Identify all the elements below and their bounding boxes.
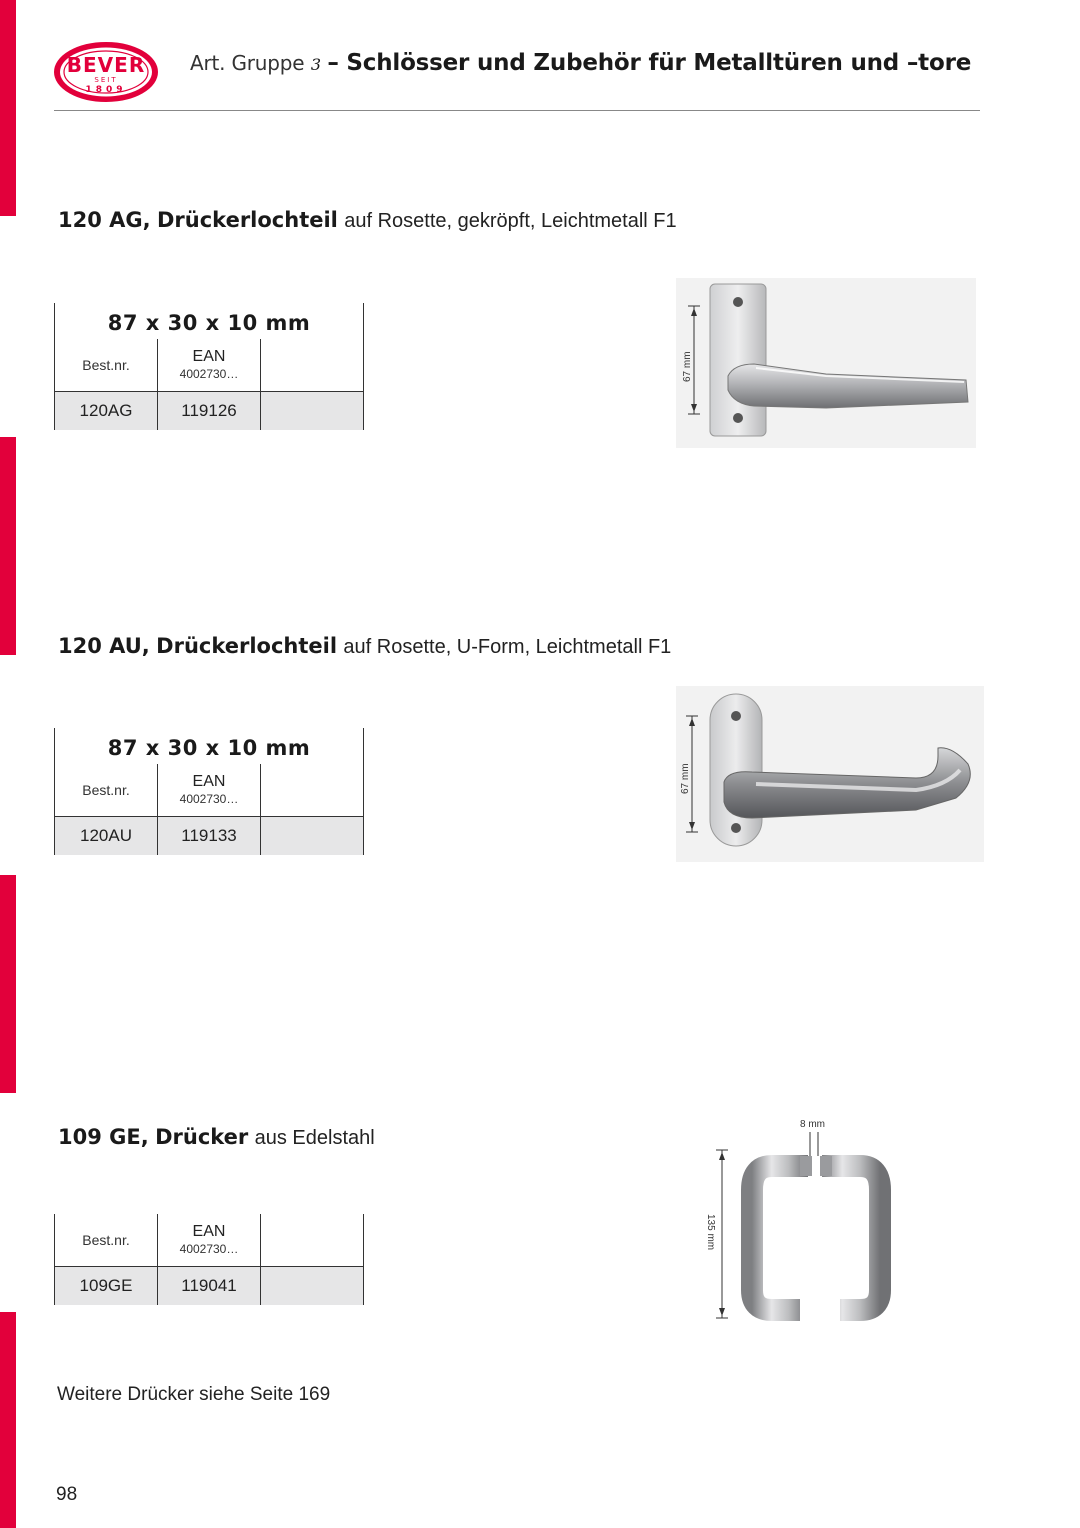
- col-ean-prefix: 4002730…: [179, 792, 239, 806]
- table-row: [54, 817, 364, 855]
- cell-empty: [260, 817, 364, 855]
- table-header: [54, 1214, 364, 1267]
- col-ean-prefix: 4002730…: [179, 1242, 239, 1256]
- header-title: – Schlösser und Zubehör für Metalltüren und –tore: [327, 50, 972, 76]
- col-empty: [260, 1214, 364, 1266]
- col-bestnr: Best.nr.: [54, 764, 157, 816]
- table-row: [54, 392, 364, 430]
- page-number: 98: [56, 1484, 78, 1505]
- col-ean: [157, 339, 260, 391]
- product-table: [54, 728, 364, 855]
- col-ean-label: EAN: [192, 773, 226, 790]
- cell-empty: [260, 392, 364, 430]
- cell-bestnr: 120AU: [54, 817, 157, 855]
- col-ean: [157, 764, 260, 816]
- table-header: [54, 764, 364, 817]
- product-title: [58, 1125, 375, 1150]
- product-desc: auf Rosette, U-Form, Leichtmetall F1: [343, 636, 672, 658]
- accent-bar-3: [0, 875, 16, 1093]
- product-desc: aus Edelstahl: [254, 1127, 375, 1149]
- product-name: Drückerlochteil: [156, 208, 338, 232]
- header-rule: [54, 110, 980, 111]
- product-title: [58, 208, 677, 233]
- cell-bestnr: 120AG: [54, 392, 157, 430]
- cell-ean: 119126: [157, 392, 260, 430]
- product-code: 120 AU,: [58, 634, 150, 658]
- cell-ean: 119041: [157, 1267, 260, 1305]
- product-desc: auf Rosette, gekröpft, Leichtmetall F1: [344, 210, 677, 232]
- table-header: [54, 339, 364, 392]
- door-handle-pair-icon: [700, 1110, 940, 1328]
- product-title: [58, 634, 671, 659]
- col-ean: [157, 1214, 260, 1266]
- col-bestnr: Best.nr.: [54, 339, 157, 391]
- col-empty: [260, 764, 364, 816]
- svg-text:SEIT: SEIT: [94, 76, 118, 84]
- door-handle-u-icon: [676, 686, 984, 862]
- cell-ean: 119133: [157, 817, 260, 855]
- col-ean-prefix: 4002730…: [179, 367, 239, 381]
- accent-bar-2: [0, 437, 16, 655]
- header-prefix: Art. Gruppe: [190, 51, 305, 75]
- accent-bar-1: [0, 0, 16, 216]
- col-empty: [260, 339, 364, 391]
- product-code: 120 AG,: [58, 208, 151, 232]
- product-table: [54, 303, 364, 430]
- page-header: [190, 50, 971, 76]
- col-ean-label: EAN: [192, 348, 226, 365]
- dimension-label-top: 8 mm: [800, 1119, 825, 1130]
- product-dimension: 87 x 30 x 10 mm: [54, 303, 364, 339]
- svg-text:1809: 1809: [85, 85, 127, 95]
- dimension-label: 67 mm: [680, 763, 691, 794]
- svg-text:BEVER: BEVER: [66, 53, 146, 77]
- product-code: 109 GE,: [58, 1125, 149, 1149]
- cell-bestnr: 109GE: [54, 1267, 157, 1305]
- header-group: 3: [310, 55, 321, 74]
- table-row: [54, 1267, 364, 1305]
- dimension-label: 67 mm: [682, 351, 693, 382]
- cell-empty: [260, 1267, 364, 1305]
- product-table: [54, 1214, 364, 1305]
- dimension-label: 135 mm: [705, 1214, 716, 1251]
- product-name: Drücker: [155, 1125, 249, 1149]
- col-bestnr: Best.nr.: [54, 1214, 157, 1266]
- footer-note: Weitere Drücker siehe Seite 169: [57, 1384, 331, 1405]
- product-dimension: 87 x 30 x 10 mm: [54, 728, 364, 764]
- door-handle-angled-icon: [676, 278, 976, 448]
- accent-bar-4: [0, 1312, 16, 1528]
- bever-logo: [52, 40, 160, 104]
- col-ean-label: EAN: [192, 1223, 226, 1240]
- product-name: Drückerlochteil: [156, 634, 338, 658]
